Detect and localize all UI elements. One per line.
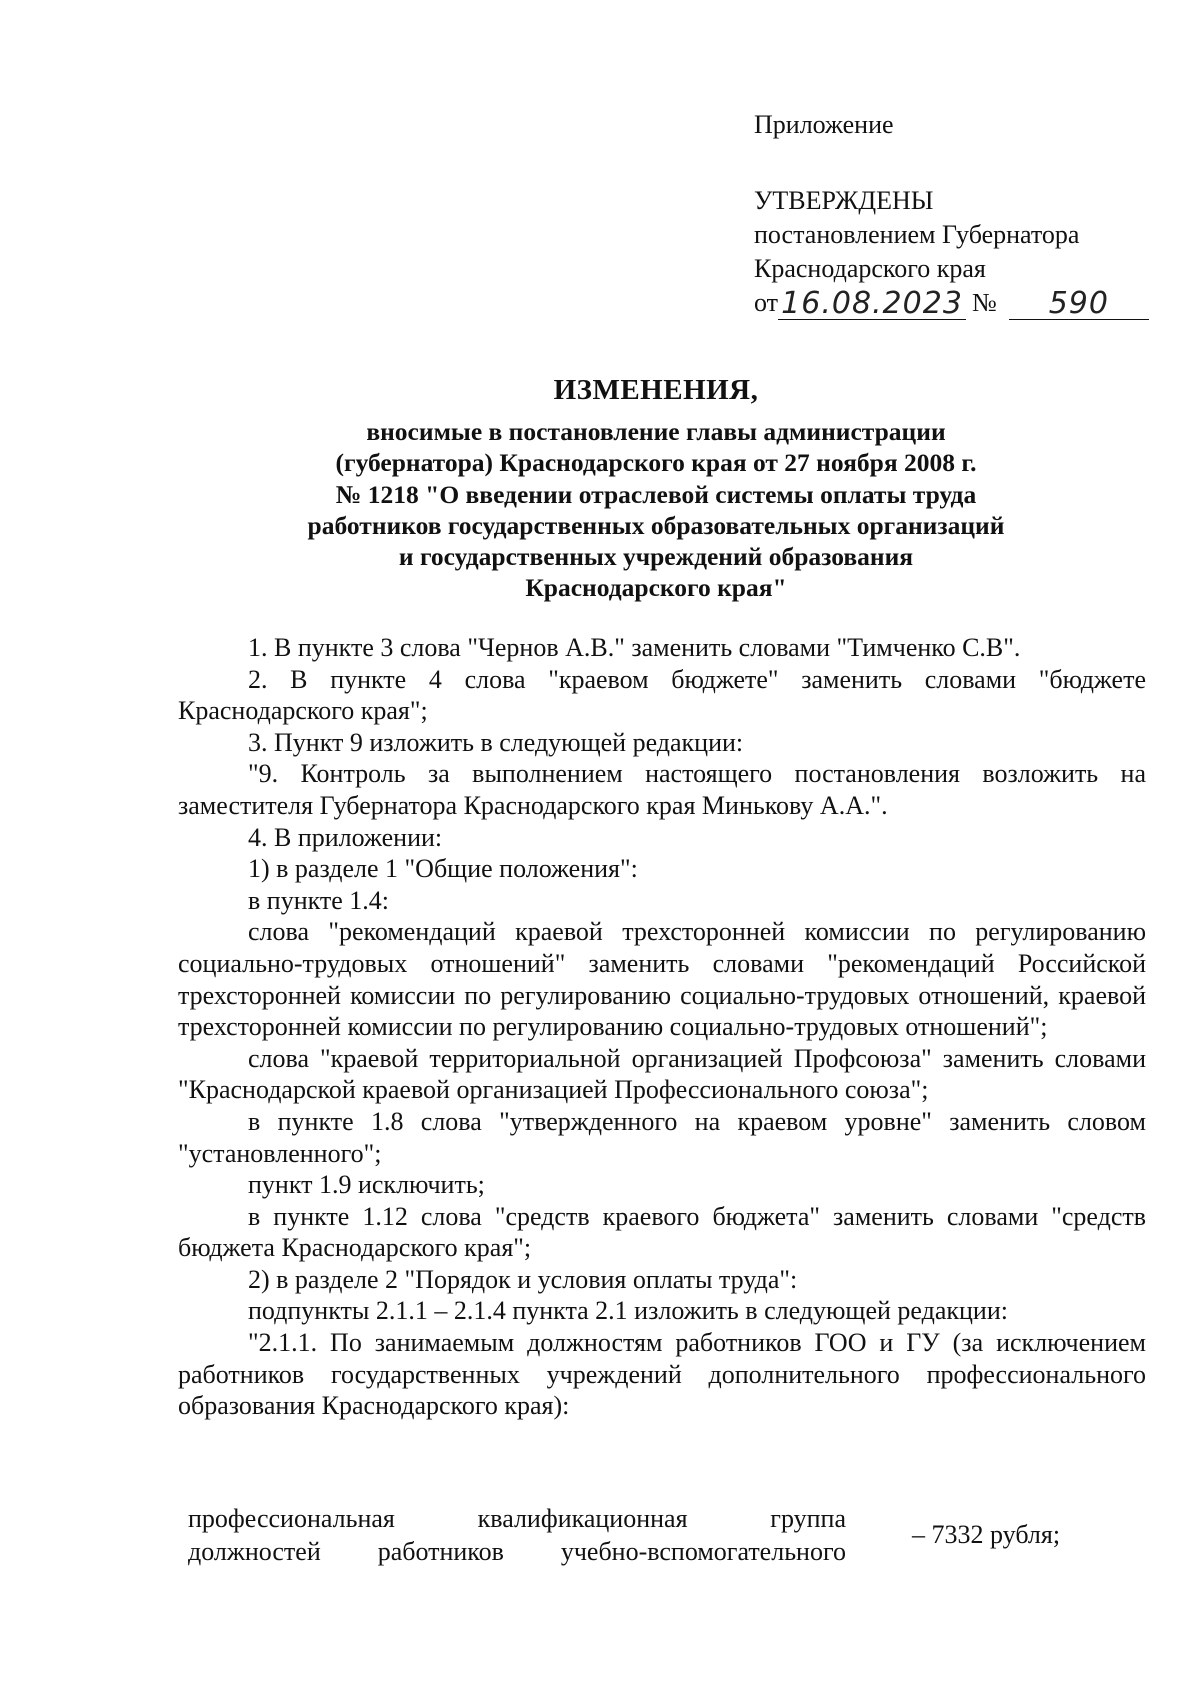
title-line: Краснодарского края" — [525, 573, 787, 603]
appendix-label: Приложение — [754, 110, 894, 139]
paragraph: "9. Контроль за выполнением настоящего постановления возложить на заместителя Губернатора Краснодарского края Минькову А.А.". — [178, 759, 1146, 820]
salary-amount: – 7332 рубля; — [912, 1520, 1061, 1549]
paragraph: 2. В пункте 4 слова "краевом бюджете" заменить словами "бюджете Краснодарского края"; — [178, 664, 1146, 726]
paragraph: "2.1.1. По занимаемым должностям работников ГОО и ГУ (за исключением работников государственных учреждений дополнительного профессионального образования Краснодарского края): — [178, 1328, 1146, 1421]
approved-label: УТВЕРЖДЕНЫ — [754, 186, 934, 215]
paragraph: 4. В приложении: — [248, 822, 443, 852]
title-heading: ИЗМЕНЕНИЯ, — [553, 374, 759, 406]
title-line: (губернатора) Краснодарского края от 27 ноября 2008 г. — [335, 448, 977, 478]
paragraph: в пункте 1.4: — [248, 885, 390, 915]
description-line: должностей работников учебно-вспомогательного — [188, 1537, 846, 1566]
date-number-line — [754, 286, 1149, 320]
approved-by-line2: Краснодарского края — [754, 254, 986, 283]
paragraph: 2) в разделе 2 "Порядок и условия оплаты труда": — [248, 1264, 798, 1294]
handwritten-number: 590 — [1009, 289, 1149, 320]
title-line: и государственных учреждений образования — [398, 542, 914, 572]
title-line: работников государственных образовательных организаций — [307, 510, 1005, 540]
approved-by-line1: постановлением Губернатора — [754, 220, 1080, 249]
paragraph: в пункте 1.8 слова "утвержденного на краевом уровне" заменить словом "установленного"; — [178, 1106, 1146, 1168]
salary-table-row — [188, 1502, 1148, 1568]
paragraph: пункт 1.9 исключить; — [248, 1170, 485, 1200]
paragraph: 1) в разделе 1 "Общие положения": — [248, 854, 638, 884]
paragraph: в пункте 1.12 слова "средств краевого бюджета" заменить словами "средств бюджета Краснодарского края"; — [178, 1201, 1146, 1263]
paragraph: подпункты 2.1.1 – 2.1.4 пункта 2.1 изложить в следующей редакции: — [248, 1296, 1008, 1326]
paragraph: слова "рекомендаций краевой трехсторонней комиссии по регулированию социально-трудовых отношений" заменить словами "рекомендаций Российской трехсторонней комиссии по регулированию социально-трудовых отношений, краевой трехсторонней комиссии по регулированию социально-трудовых отношений"; — [178, 917, 1146, 1042]
paragraph: 1. В пункте 3 слова "Чернов А.В." заменить словами "Тимченко С.В". — [248, 633, 1021, 662]
title-line: вносимые в постановление главы администрации — [366, 417, 946, 446]
document-body — [178, 632, 1146, 1422]
document-title — [176, 372, 1136, 604]
title-line: № 1218 "О введении отраслевой системы оплаты труда — [335, 479, 977, 509]
paragraph: 3. Пункт 9 изложить в следующей редакции: — [248, 727, 744, 757]
from-label: от — [754, 288, 779, 317]
position-group-description — [188, 1502, 846, 1568]
approval-block — [754, 108, 1149, 320]
handwritten-date: 16.08.2023 — [778, 289, 966, 320]
number-label: № — [972, 288, 997, 317]
paragraph: слова "краевой территориальной организацией Профсоюза" заменить словами "Краснодарской краевой организацией Профессионального союза"; — [178, 1043, 1146, 1105]
description-line: профессиональная квалификационная группа — [188, 1504, 846, 1533]
